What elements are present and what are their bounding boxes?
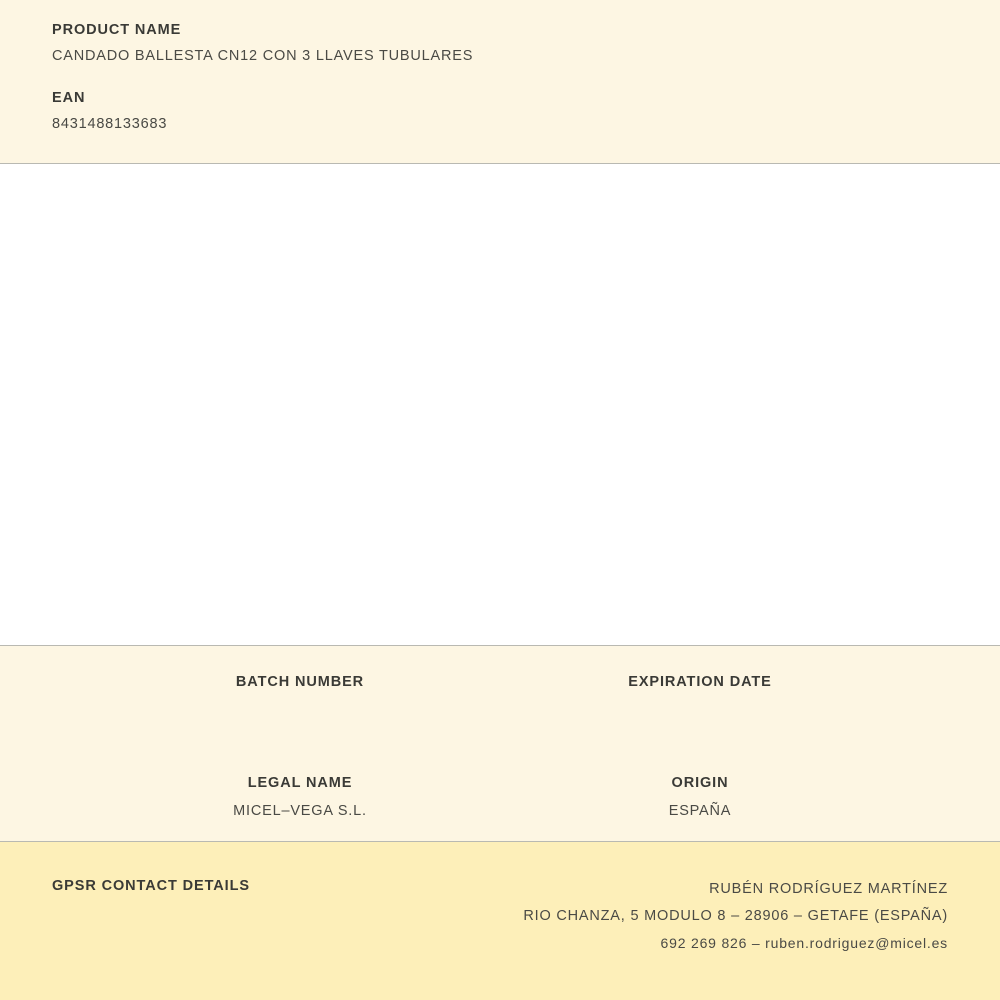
specs-row-first (0, 674, 1000, 719)
product-header-section (0, 0, 1000, 164)
gpsr-contact-section (0, 842, 1000, 1000)
expiration-date-value (500, 702, 900, 719)
specs-row-second (0, 775, 1000, 820)
legal-name-value: MICEL–VEGA S.L. (233, 803, 367, 819)
expiration-date-label: EXPIRATION DATE (628, 674, 772, 690)
ean-label: EAN (52, 90, 86, 106)
product-name-label: PRODUCT NAME (52, 22, 182, 38)
ean-field (52, 90, 948, 132)
product-image-area (0, 164, 1000, 646)
gpsr-contact-phone-email: 692 269 826 – ruben.rodriguez@micel.es (660, 935, 948, 951)
expiration-date-cell (500, 674, 900, 719)
batch-number-value (100, 702, 500, 719)
product-name-field (52, 22, 948, 64)
gpsr-contact-label: GPSR CONTACT DETAILS (52, 878, 250, 894)
batch-number-label: BATCH NUMBER (235, 674, 365, 690)
origin-cell (500, 775, 900, 820)
gpsr-contact-details (523, 876, 948, 957)
ean-value: 8431488133683 (52, 116, 168, 132)
legal-name-cell (100, 775, 500, 820)
gpsr-contact-person: RUBÉN RODRÍGUEZ MARTÍNEZ (709, 881, 948, 897)
legal-name-label: LEGAL NAME (247, 775, 353, 791)
product-name-value: CANDADO BALLESTA CN12 CON 3 LLAVES TUBULARES (52, 48, 474, 64)
origin-value: ESPAÑA (668, 803, 732, 819)
batch-number-cell (100, 674, 500, 719)
product-specs-section (0, 646, 1000, 842)
gpsr-contact-address: RIO CHANZA, 5 MODULO 8 – 28906 – GETAFE (ESPAÑA) (523, 908, 948, 924)
origin-label: ORIGIN (671, 775, 729, 791)
